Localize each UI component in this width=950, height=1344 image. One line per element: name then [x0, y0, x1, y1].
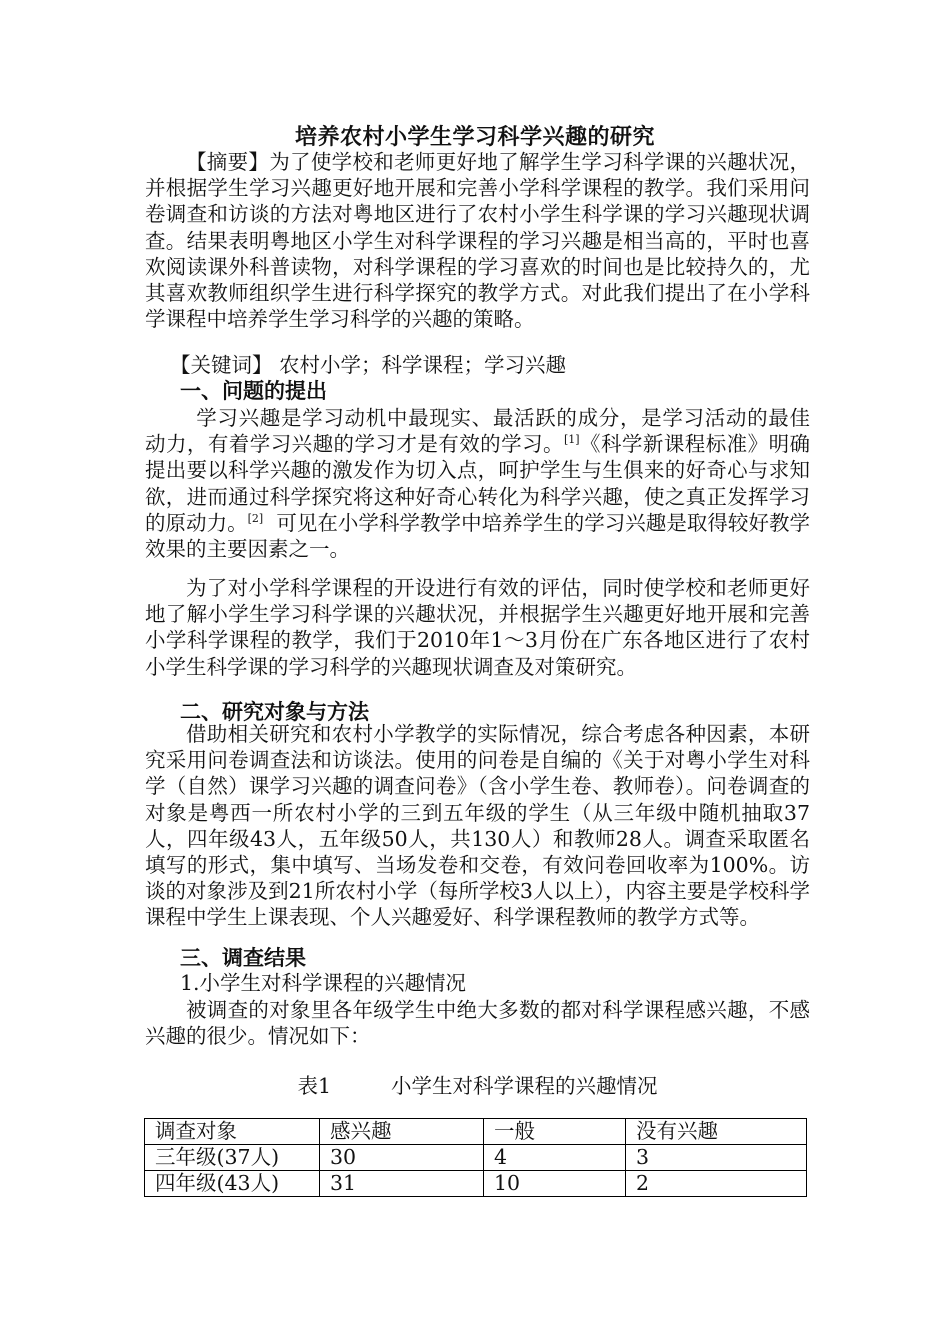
subsection-heading-1: 1.小学生对科学课程的兴趣情况	[180, 971, 467, 995]
table-cell: 10	[484, 1171, 626, 1197]
table-cell: 三年级(37人)	[145, 1145, 320, 1171]
table-row	[145, 1145, 807, 1171]
table-caption	[145, 1073, 810, 1099]
abstract-label: 【摘要】	[186, 150, 270, 174]
table-header-cell: 一般	[484, 1119, 626, 1145]
section-heading-1: 一、问题的提出	[180, 378, 327, 403]
section1-text-a: 学习兴趣是学习动机中最现实、最活跃的成分，是学习活动的最佳动力，有着学习兴趣的学习才是有效的学习。	[145, 406, 810, 457]
table-header-cell: 没有兴趣	[626, 1119, 807, 1145]
table-cell: 4	[484, 1145, 626, 1171]
table-cell: 30	[320, 1145, 484, 1171]
abstract-text: 为了使学校和老师更好地了解学生学习科学课的兴趣状况，并根据学生学习兴趣更好地开展和完善小学科学课程的教学。我们采用问卷调查和访谈的方法对粤地区进行了农村小学生科学课的学习兴趣现状调查。结果表明粤地区小学生对科学课程的学习兴趣是相当高的，平时也喜欢阅读课外科普读物，对科学课程的学习喜欢的时间也是比较持久的，尤其喜欢教师组织学生进行科学探究的教学方式。对此我们提出了在小学科学课程中培养学生学习科学的兴趣的策略。	[145, 150, 811, 332]
keywords-label: 【关键词】	[170, 353, 273, 377]
table-cell: 31	[320, 1171, 484, 1197]
section1-text-c: 可见在小学科学教学中培养学生的学习兴趣是取得较好教学效果的主要因素之一。	[145, 510, 810, 562]
table-cell: 3	[626, 1145, 807, 1171]
citation-2: [2]	[247, 511, 264, 525]
interest-table	[144, 1118, 807, 1197]
keywords-text: 农村小学；科学课程；学习兴趣	[279, 353, 567, 377]
table-header-cell: 感兴趣	[320, 1119, 484, 1145]
section3-paragraph-1: 被调查的对象里各年级学生中绝大多数的都对科学课程感兴趣，不感兴趣的很少。情况如下：	[145, 998, 810, 1049]
section1-paragraph-2: 为了对小学科学课程的开设进行有效的评估，同时使学校和老师更好地了解小学生学习科学课的兴趣状况，并根据学生兴趣更好地开展和完善小学科学课程的教学，我们于2010年1～3月份在广东各地区进行了农村小学生科学课的学习科学的兴趣现状调查及对策研究。	[145, 576, 810, 679]
table-cell: 四年级(43人)	[145, 1171, 320, 1197]
section-heading-3: 三、调查结果	[180, 945, 306, 970]
abstract-paragraph	[145, 149, 810, 332]
table-header-cell: 调查对象	[145, 1119, 320, 1145]
table-caption-title: 小学生对科学课程的兴趣情况	[391, 1074, 658, 1098]
section2-paragraph-1: 借助相关研究和农村小学教学的实际情况，综合考虑各种因素，本研究采用问卷调查法和访谈法。使用的问卷是自编的《关于对粤小学生对科学（自然）课学习兴趣的调查问卷》（含小学生卷、教师卷）。问卷调查的对象是粤西一所农村小学的三到五年级的学生（从三年级中随机抽取37人，四年级43人，五年级50人，共130人）和教师28人。调查采取匿名填写的形式，集中填写、当场发卷和交卷，有效问卷回收率为100%。访谈的对象涉及到21所农村小学（每所学校3人以上），内容主要是学校科学课程中学生上课表现、个人兴趣爱好、科学课程教师的教学方式等。	[145, 722, 810, 930]
citation-1: [1]	[563, 433, 580, 447]
section1-text-b: 《科学新课程标准》明确提出要以科学兴趣的激发作为切入点，呵护学生与生俱来的好奇心与求知欲，进而通过科学探究将这种好奇心转化为科学兴趣，使之真正发挥学习的原动力。	[145, 432, 811, 535]
table-row	[145, 1171, 807, 1197]
table-header-row	[145, 1119, 807, 1145]
table-cell: 2	[626, 1171, 807, 1197]
section1-paragraph-1	[145, 405, 810, 562]
section-heading-2: 二、研究对象与方法	[180, 699, 369, 724]
paper-title: 培养农村小学生学习科学兴趣的研究	[294, 124, 655, 150]
table-caption-label: 表1	[297, 1074, 332, 1098]
keywords-line	[170, 352, 566, 378]
